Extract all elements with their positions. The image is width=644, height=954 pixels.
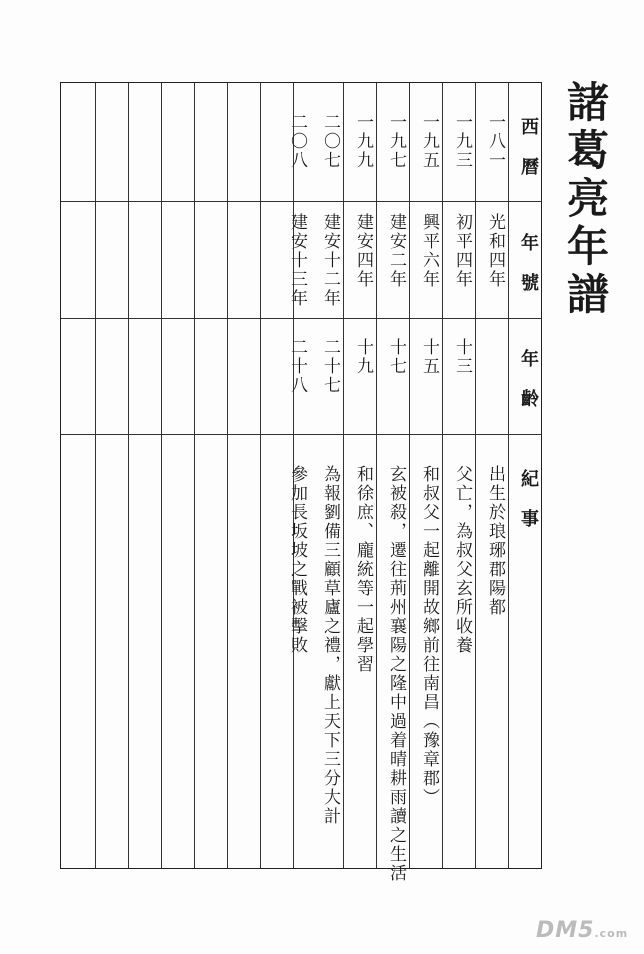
- header-age: 年齡: [518, 349, 539, 429]
- header-era: 年號: [518, 233, 539, 313]
- cell-era: 興平六年: [419, 213, 439, 289]
- cell-era: 建安十三年: [287, 213, 307, 308]
- cell-age: 二十七: [320, 338, 340, 395]
- watermark-suffix: .com: [594, 927, 629, 940]
- cell-era: 建安十二年: [320, 213, 340, 308]
- header-events: 紀事: [518, 469, 539, 549]
- cell-era: 光和四年: [485, 213, 505, 289]
- cell-era: 建安二年: [386, 213, 406, 289]
- row-divider: [61, 434, 541, 435]
- cell-event: 和徐庶、龐統等一起學習: [353, 465, 373, 674]
- cell-age: 十三: [452, 338, 472, 376]
- cell-year: 一八一: [485, 113, 505, 170]
- cell-event: 參加長坂坡之戰被擊敗: [287, 465, 307, 655]
- cell-event: 出生於琅琊郡陽都: [485, 465, 505, 617]
- cell-event: 為報劉備三顧草廬之禮，獻上天下三分大計: [320, 465, 340, 826]
- cell-age: 十九: [353, 338, 373, 376]
- cell-age: 十五: [419, 338, 439, 376]
- header-year: 西曆: [518, 117, 539, 197]
- cell-event: 玄被殺，遷往荊州襄陽之隆中過着晴耕雨讀之生活: [386, 465, 406, 883]
- row-divider: [61, 318, 541, 319]
- watermark-brand: DM5: [536, 918, 595, 943]
- cell-year: 一九三: [452, 113, 472, 170]
- chronology-table: [60, 82, 542, 883]
- cell-year: 一九五: [419, 113, 439, 170]
- cell-era: 建安四年: [353, 213, 373, 289]
- cell-era: 初平四年: [452, 213, 472, 289]
- cell-year: 二〇八: [287, 113, 307, 170]
- cell-year: 一九七: [386, 113, 406, 170]
- cell-year: 二〇七: [320, 113, 340, 170]
- cell-age: 十七: [386, 338, 406, 376]
- cell-event: 父亡，為叔父玄所收養: [452, 465, 472, 655]
- site-watermark: [536, 918, 628, 943]
- cell-event: 和叔父一起離開故鄉前往南昌︵豫章郡︶: [419, 465, 439, 807]
- page-title: 諸葛亮年譜: [561, 80, 610, 320]
- cell-year: 一九九: [353, 113, 373, 170]
- cell-age: 二十八: [287, 338, 307, 395]
- row-divider: [61, 201, 541, 202]
